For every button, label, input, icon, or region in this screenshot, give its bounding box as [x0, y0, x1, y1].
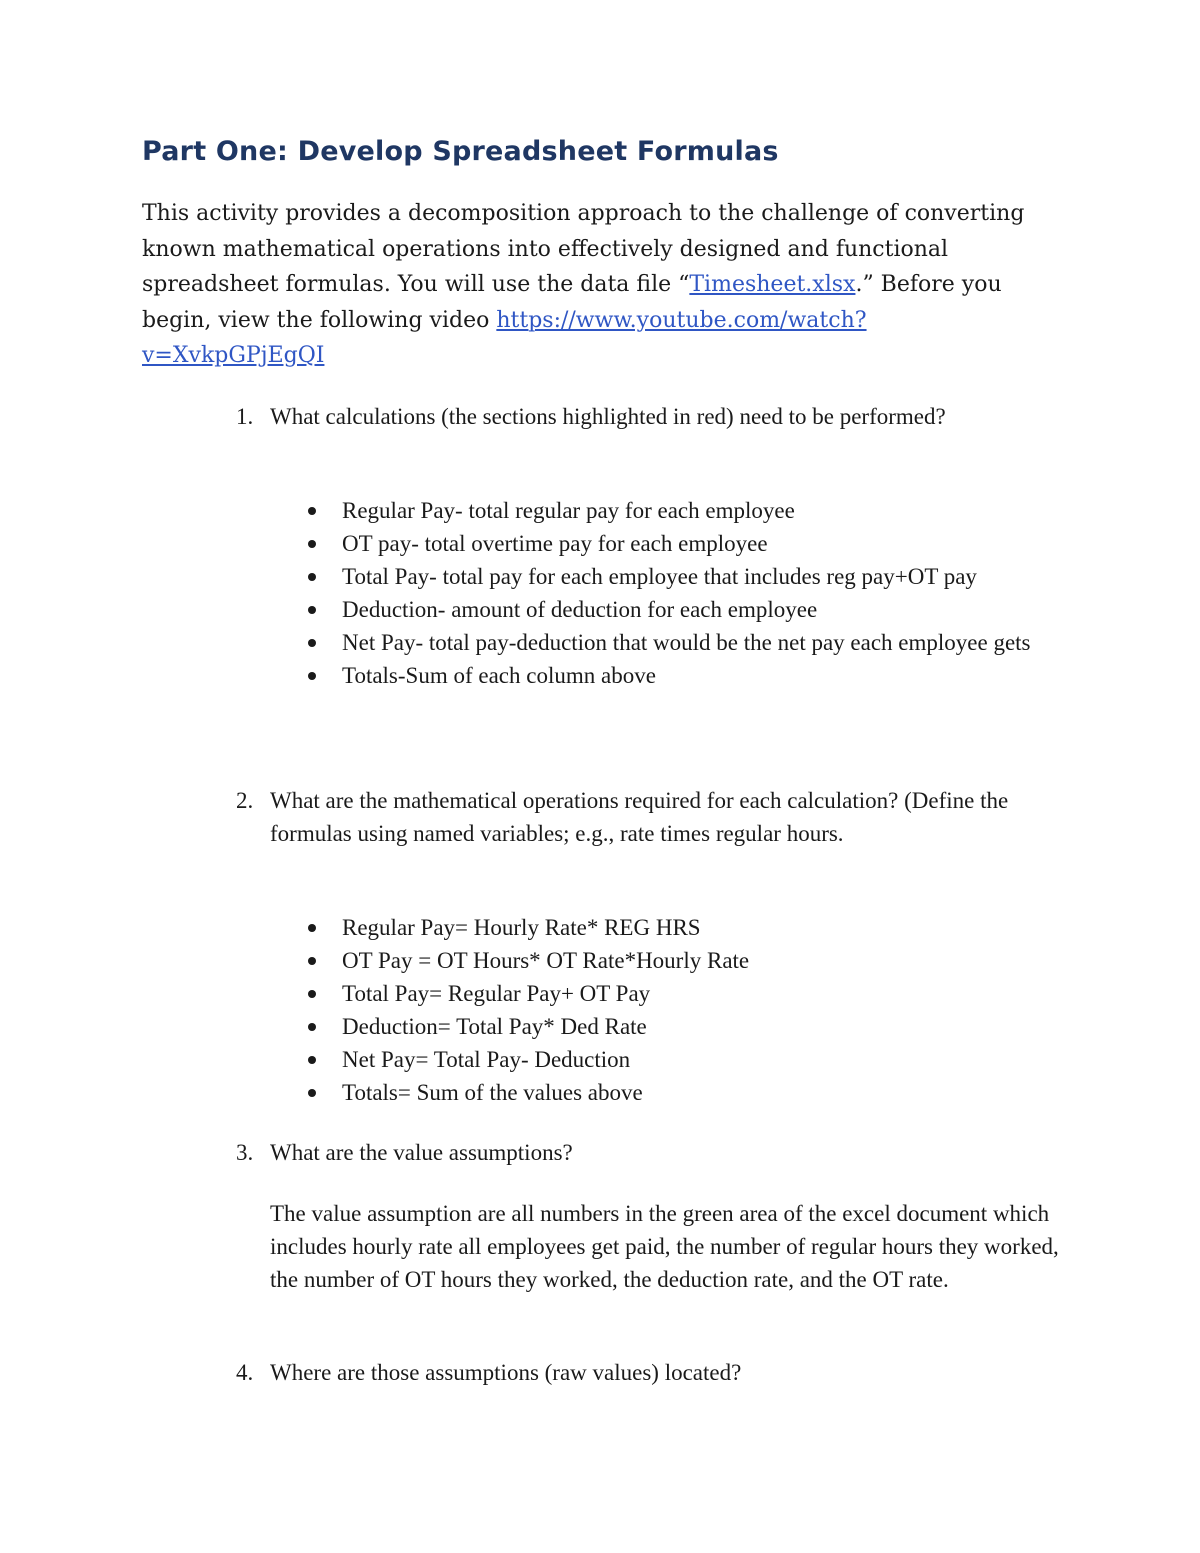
list-item-text: Regular Pay= Hourly Rate* REG HRS [342, 915, 701, 940]
question-number: 1. [236, 404, 254, 429]
bullet-icon [308, 507, 316, 515]
list-item-text: Totals= Sum of the values above [342, 1080, 643, 1105]
question-2-bullet-list [300, 911, 1060, 1109]
list-item [300, 593, 1060, 626]
bullet-icon [308, 990, 316, 998]
list-item [300, 1076, 1060, 1109]
question-3-answer: The value assumption are all numbers in the green area of the excel document which includes hourly rate all employees get paid, the number of regular hours they worked, the number of OT hours they worked, the deduction rate, and the OT rate. [270, 1201, 1059, 1292]
list-item-text: Total Pay= Regular Pay+ OT Pay [342, 981, 651, 1006]
bullet-icon [308, 924, 316, 932]
list-item [300, 1043, 1060, 1076]
timesheet-file-link[interactable]: Timesheet.xlsx [689, 272, 856, 297]
question-number: 4. [236, 1360, 254, 1385]
youtube-video-link[interactable]: https://www.youtube.com/watch?v=XvkpGPjEgQI [142, 307, 867, 368]
bullet-icon [308, 957, 316, 965]
bullet-icon [308, 573, 316, 581]
list-item-text: Totals-Sum of each column above [342, 663, 656, 688]
bullet-icon [308, 1056, 316, 1064]
list-item [300, 560, 1060, 593]
question-number: 3. [236, 1140, 254, 1165]
list-item [300, 659, 1060, 692]
list-item [300, 911, 1060, 944]
list-item [300, 977, 1060, 1010]
bullet-icon [308, 606, 316, 614]
page-title: Part One: Develop Spreadsheet Formulas [142, 136, 779, 167]
bullet-icon [308, 1023, 316, 1031]
list-item-text: Deduction- amount of deduction for each employee [342, 597, 818, 622]
bullet-icon [308, 672, 316, 680]
list-item [300, 626, 1060, 659]
intro-text-start: This activity provides a decomposition approach to the challenge of converting known mathematical operations into effectively designed and functional spreadsheet formulas. You will use the data file “ [142, 201, 1025, 297]
question-text: What are the value assumptions? [270, 1140, 573, 1165]
list-item [300, 944, 1060, 977]
list-item-text: Net Pay- total pay-deduction that would be the net pay each employee gets [342, 630, 1031, 655]
list-item-text: OT pay- total overtime pay for each employee [342, 531, 768, 556]
list-item-text: Regular Pay- total regular pay for each employee [342, 498, 795, 523]
bullet-icon [308, 1089, 316, 1097]
list-item [300, 527, 1060, 560]
bullet-icon [308, 639, 316, 647]
list-item [300, 1010, 1060, 1043]
question-text: Where are those assumptions (raw values) located? [270, 1360, 742, 1385]
intro-paragraph [142, 196, 1042, 374]
list-item [300, 494, 1060, 527]
list-item-text: Deduction= Total Pay* Ded Rate [342, 1014, 647, 1039]
question-text: What calculations (the sections highlighted in red) need to be performed? [270, 404, 946, 429]
question-number: 2. [236, 788, 254, 813]
list-item-text: Total Pay- total pay for each employee that includes reg pay+OT pay [342, 564, 977, 589]
question-1-bullet-list [300, 494, 1060, 692]
bullet-icon [308, 540, 316, 548]
list-item-text: Net Pay= Total Pay- Deduction [342, 1047, 631, 1072]
question-text: What are the mathematical operations required for each calculation? (Define the formulas using named variables; e.g., rate times regular hours. [270, 788, 1009, 846]
list-item-text: OT Pay = OT Hours* OT Rate*Hourly Rate [342, 948, 750, 973]
intro-text-middle: .” Before you begin, view the following video [142, 272, 1002, 333]
